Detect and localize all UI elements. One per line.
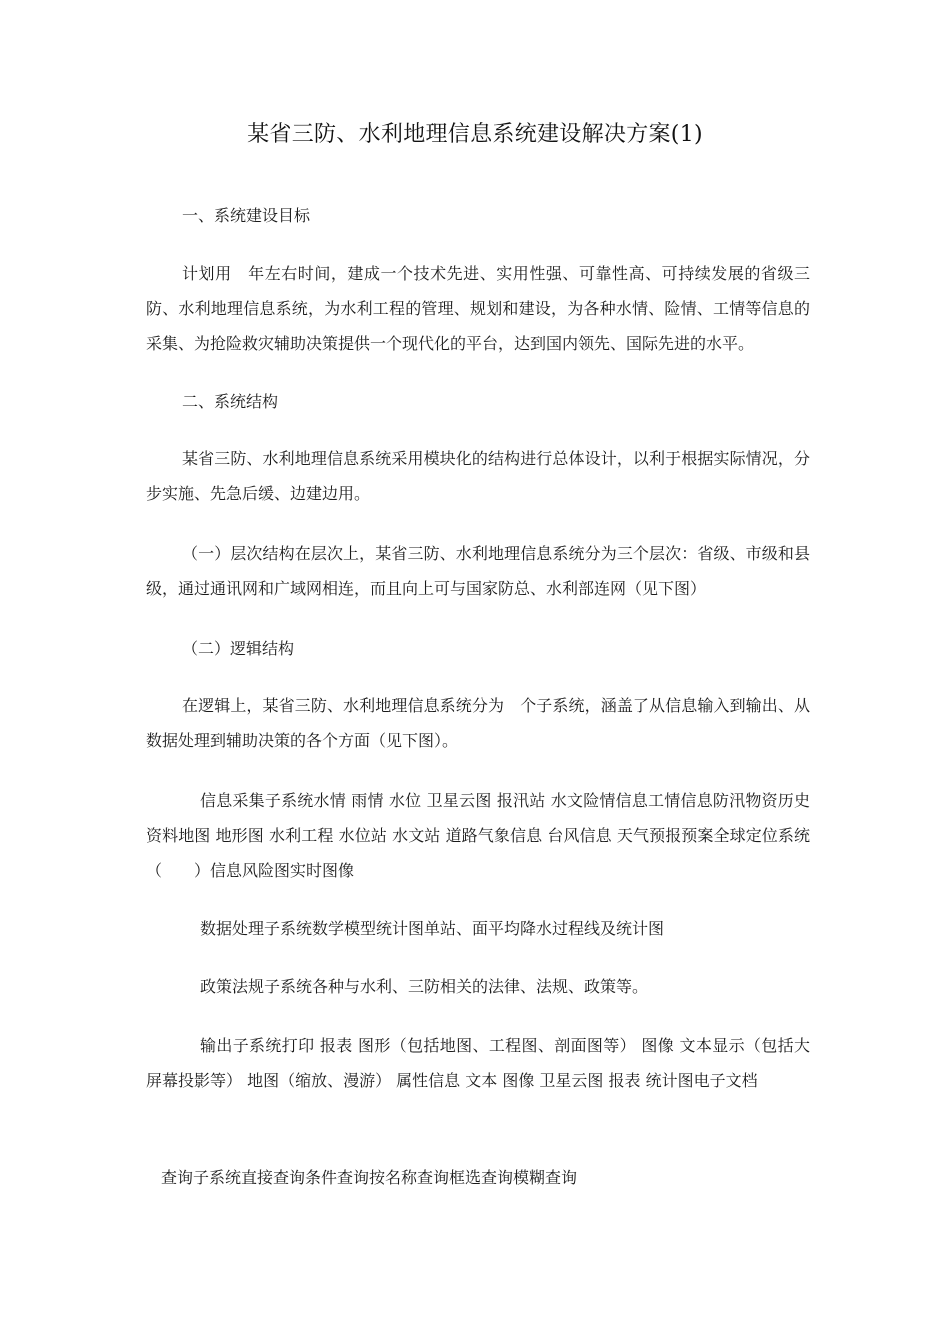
subheading-logic-structure: （二）逻辑结构 — [182, 639, 295, 658]
paragraph-logic-structure: 在逻辑上，某省三防、水利地理信息系统分为 个子系统，涵盖了从信息输入到输出、从数据处理到辅助决策的各个方面（见下图）。 — [146, 696, 810, 750]
paragraph-layer-structure: （一）层次结构在层次上，某省三防、水利地理信息系统分为三个层次：省级、市级和县级，通过通讯网和广域网相连，而且向上可与国家防总、水利部连网（见下图） — [146, 544, 810, 598]
paragraph-subsystem-output: 输出子系统打印 报表 图形（包括地图、工程图、剖面图等） 图像 文本显示（包括大屏幕投影等） 地图（缩放、漫游） 属性信息 文本 图像 卫星云图 报表 统计图电子文档 — [146, 1036, 810, 1090]
paragraph-subsystem-policy: 政策法规子系统各种与水利、三防相关的法律、法规、政策等。 — [200, 977, 649, 996]
section-heading-goals: 一、系统建设目标 — [182, 206, 311, 225]
paragraph-subsystem-collect: 信息采集子系统水情 雨情 水位 卫星云图 报汛站 水文险情信息工情信息防汛物资历史资料地图 地形图 水利工程 水位站 水文站 道路气象信息 台风信息 天气预报预案全球定位系统（ ）信息风险图实时图像 — [146, 791, 810, 880]
paragraph-subsystem-query: 查询子系统直接查询条件查询按名称查询框选查询模糊查询 — [161, 1168, 578, 1187]
paragraph-subsystem-process: 数据处理子系统数学模型统计图单站、面平均降水过程线及统计图 — [200, 919, 665, 938]
document-title: 某省三防、水利地理信息系统建设解决方案(1) — [247, 122, 703, 147]
section-body-structure: 某省三防、水利地理信息系统采用模块化的结构进行总体设计，以利于根据实际情况，分步实施、先急后缓、边建边用。 — [146, 449, 810, 503]
section-body-goals: 计划用 年左右时间，建成一个技术先进、实用性强、可靠性高、可持续发展的省级三防、水利地理信息系统，为水利工程的管理、规划和建设，为各种水情、险情、工情等信息的采集、为抢险救灾辅助决策提供一个现代化的平台，达到国内领先、国际先进的水平。 — [146, 264, 810, 353]
section-heading-structure: 二、系统结构 — [182, 392, 279, 411]
